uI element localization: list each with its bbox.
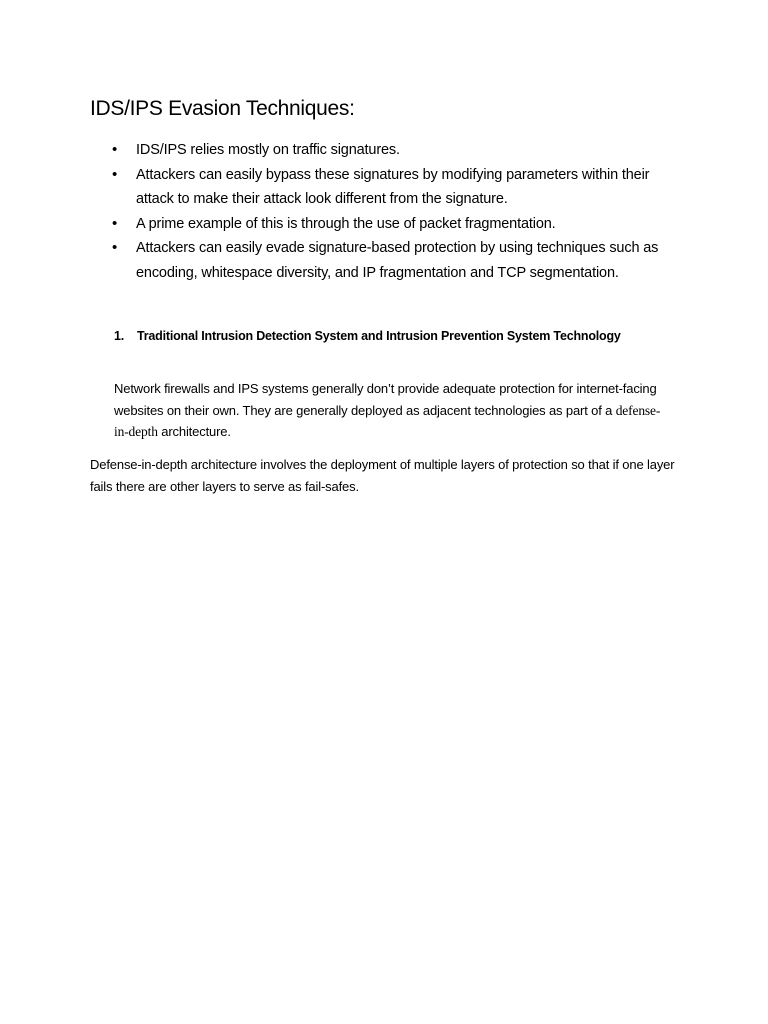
body-paragraph: Defense-in-depth architecture involves the deployment of multiple layers of protection so that if one layer fails there are other layers to serve as fail-safes. [90, 457, 675, 494]
paragraph-text: architecture. [157, 424, 231, 439]
bullet-item: • IDS/IPS relies mostly on traffic signatures. [90, 138, 680, 163]
numbered-item [114, 325, 654, 347]
list-number: 1. [114, 329, 125, 343]
paragraph-text: Network firewalls and IPS systems generally don’t provide adequate protection for internet-facing websites on their own. They are generally deployed as adjacent technologies as part of a [114, 381, 657, 418]
numbered-list [114, 325, 654, 347]
bullet-item: • Attackers can easily bypass these signatures by modifying parameters within their attack to make their attack look different from the signature. [90, 163, 680, 212]
paragraph-term: defense-in-depth [114, 402, 661, 439]
page-title: IDS/IPS Evasion Techniques: [90, 97, 355, 120]
bullet-item: • A prime example of this is through the use of packet fragmentation. [90, 212, 680, 237]
bullet-item: • Attackers can easily evade signature-based protection by using techniques such as encoding, whitespace diversity, and IP fragmentation and TCP segmentation. [90, 236, 680, 285]
bullet-list [90, 138, 680, 285]
section-heading: Traditional Intrusion Detection System and Intrusion Prevention System Technology [137, 329, 621, 343]
body-paragraph [114, 378, 674, 443]
